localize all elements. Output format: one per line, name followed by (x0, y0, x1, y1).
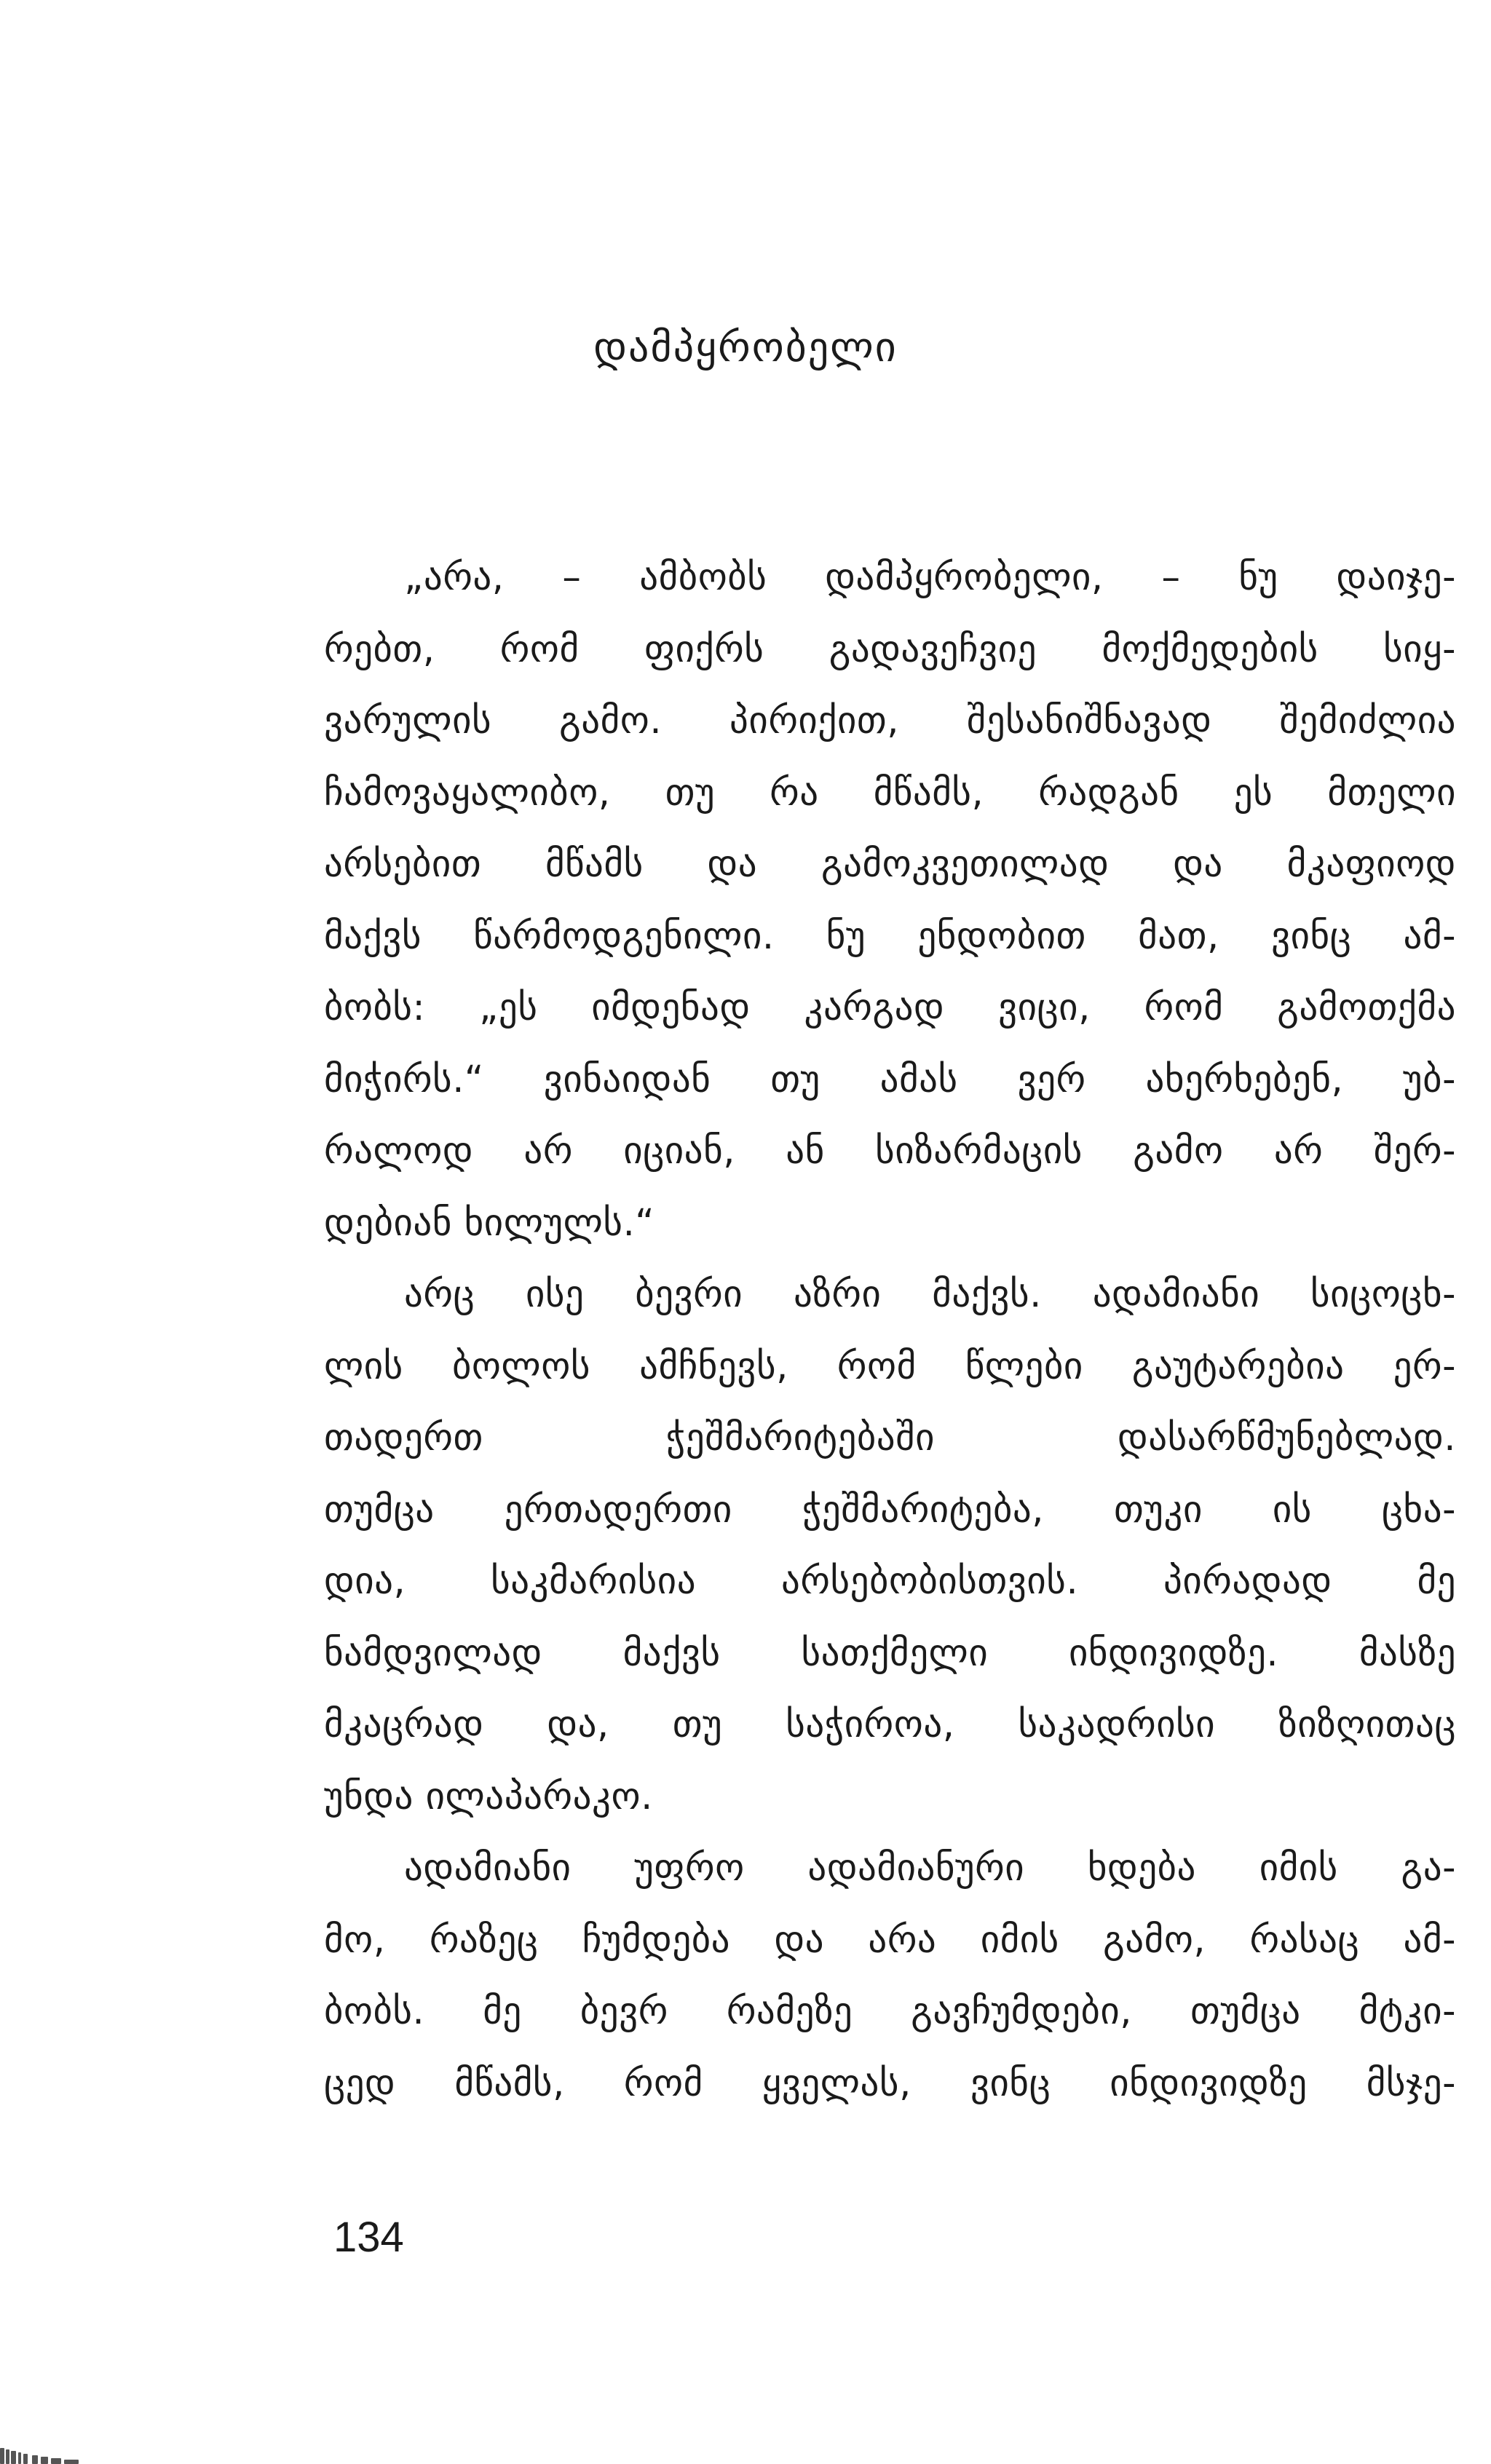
text-line: ლის ბოლოს ამჩნევს, რომ წლები გაუტარებია ერ- (324, 1344, 1456, 1388)
scan-edge-mark (0, 2442, 95, 2464)
text-line: არსებით მწამს და გამოკვეთილად და მკაფიოდ (324, 843, 1456, 886)
body-text (324, 542, 1456, 2120)
text-line: დებიან ხილულს.“ (324, 1201, 655, 1245)
text-line: ცედ მწამს, რომ ყველას, ვინც ინდივიდზე მსჯე- (324, 2061, 1456, 2105)
text-line: დია, საკმარისია არსებობისთვის. პირადად მე (324, 1560, 1456, 1603)
text-line: ჩამოვაყალიბო, თუ რა მწამს, რადგან ეს მთელი (324, 771, 1456, 815)
text-line: რებთ, რომ ფიქრს გადავეჩვიე მოქმედების სიყ- (324, 627, 1456, 671)
text-line: თადერთ ჭეშმარიტებაში დასარწმუნებლად. (324, 1417, 1456, 1459)
text-line: ბობს. მე ბევრ რამეზე გავჩუმდები, თუმცა მტკი- (324, 1990, 1456, 2033)
chapter-title: დამპყრობელი (593, 324, 898, 371)
text-line: მო, რაზეც ჩუმდება და არა იმის გამო, რასაც ამ- (324, 1918, 1456, 1962)
text-line: ადამიანი უფრო ადამიანური ხდება იმის გა- (404, 1847, 1456, 1890)
text-line: მკაცრად და, თუ საჭიროა, საკადრისი ზიზღითაც (324, 1703, 1456, 1746)
text-line: თუმცა ერთადერთი ჭეშმარიტება, თუკი ის ცხა- (324, 1488, 1456, 1532)
text-line: რალოდ არ იციან, ან სიზარმაცის გამო არ შერ- (324, 1130, 1456, 1173)
text-line: ვარულის გამო. პირიქით, შესანიშნავად შემიძლია (324, 700, 1456, 742)
text-line: არც ისე ბევრი აზრი მაქვს. ადამიანი სიცოცხ- (404, 1273, 1456, 1316)
text-line: ბობს: „ეს იმდენად კარგად ვიცი, რომ გამოთქმა (324, 986, 1456, 1029)
text-line: ნამდვილად მაქვს სათქმელი ინდივიდზე. მასზე (324, 1631, 1456, 1675)
page-number: 134 (333, 2214, 404, 2261)
text-line: უნდა ილაპარაკო. (324, 1775, 653, 1818)
text-line: „არა, – ამბობს დამპყრობელი, – ნუ დაიჯე- (404, 556, 1456, 599)
text-line: მიჭირს.“ ვინაიდან თუ ამას ვერ ახერხებენ, უბ- (324, 1058, 1456, 1101)
text-line: მაქვს წარმოდგენილი. ნუ ენდობით მათ, ვინც ამ- (324, 914, 1456, 958)
